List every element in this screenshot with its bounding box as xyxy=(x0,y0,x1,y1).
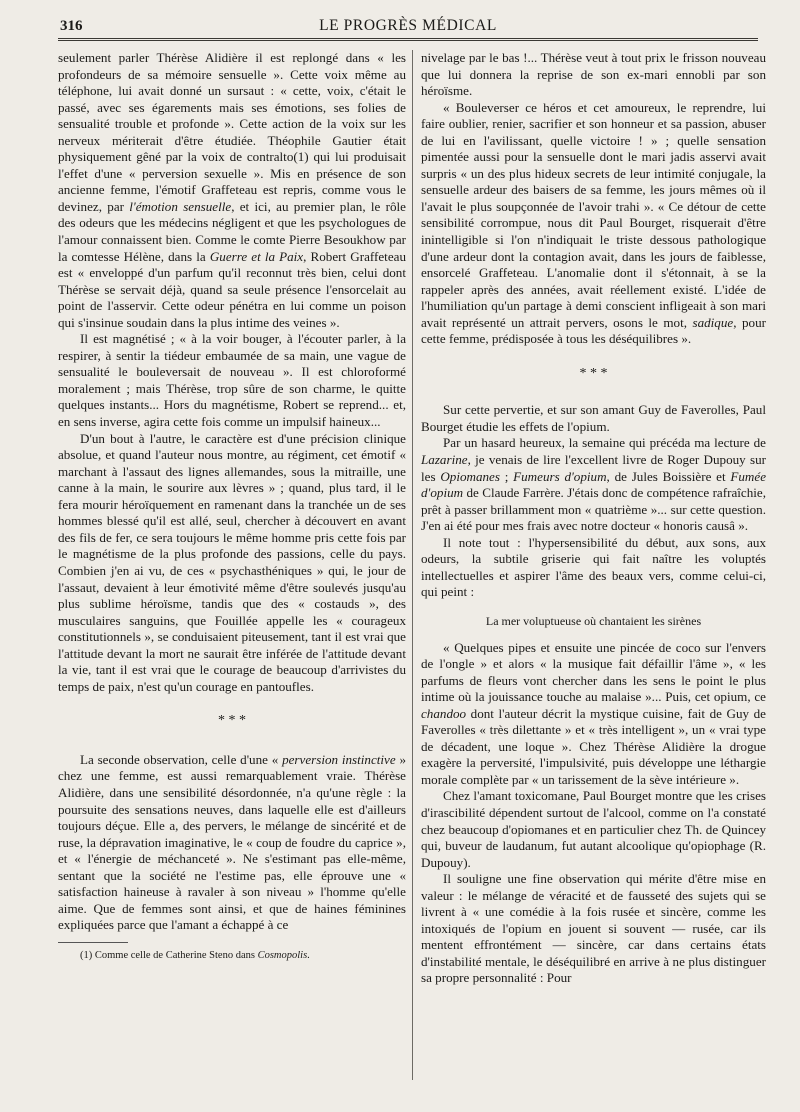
italic-title: Cosmopolis xyxy=(257,949,308,961)
paragraph xyxy=(58,752,406,934)
text-run: Par un hasard heureux, la semaine qui précéda ma lecture de xyxy=(443,435,766,451)
right-column xyxy=(421,50,766,987)
text-run: « Quelques pipes et ensuite une pincée de coco sur l'envers de l'ongle » et alors « la musique fait défaillir l'âme », « les parfums de fleurs vont chercher dans les sens le point le plus intime où la jouissance touche au malaise »... Puis, cet opium, ce xyxy=(421,639,766,705)
italic-title: Opiomanes xyxy=(440,468,500,484)
page-number: 316 xyxy=(60,18,83,34)
paragraph xyxy=(421,640,766,789)
paragraph: Il note tout : l'hypersensibilité du début, aux sons, aux odeurs, la subtile griserie qui fait naître les voluptés intellectuelles et aspirer l'âme des beaux vers, comme celui-ci, qui peint : xyxy=(421,534,766,600)
section-separator: * * * xyxy=(218,713,246,729)
footnote-rule xyxy=(58,942,128,943)
text-run: dont l'auteur décrit la mystique cuisine, fait de Guy de Faverolles « très dilettante » et « très intelligent », un « vrai type de décadent, une loque ». Chez Thérèse Alidière la drogue exagère la perversité, l'impulsivité, puis développe une léthargie morale complète par « un tarissement de la sève intérieure ». xyxy=(421,705,766,787)
journal-title: LE PROGRÈS MÉDICAL xyxy=(319,17,497,34)
text-run: , Robert Graffeteau est « enveloppé d'un parfum qu'il reconnut très bien, celui dont Thérèse se servait déjà, quand sa seule présence l'ensorcelait au point de l'asservir. Cette odeur pénétra en lui comme un poison qui s'insinue soudain dans la plus intime des veines ». xyxy=(58,248,406,330)
text-run: . xyxy=(307,949,310,961)
text-run: seulement parler Thérèse Alidière il est replongé dans « les profondeurs de sa mémoire sensuelle ». Cette voix même au téléphone, lui avait donné un sursaut : « cette, voix, c'était le passé, avec ses égarements mais ses émotions, ses folies de sensualité trouble et profonde ». Cette action de la voix sur les nerveux mériterait d'être étudiée. Théophile Gautier était physiquement gêné par la voix de contralto(1) qui lui produisait l'effet d'une « perversion sexuelle ». Mis en présence de son ancienne femme, l'émotif Graffeteau est repris, comme vous le devinez, par xyxy=(58,50,406,214)
footnote xyxy=(58,949,406,962)
column-divider xyxy=(412,50,413,1080)
left-column xyxy=(58,50,406,962)
paragraph xyxy=(421,100,766,348)
text-run: de Claude Farrère. J'étais donc de compétence rafraîchie, prêt à passer brillamment mon « quatrième »... sur cette question. J'en ai été pour mes frais avec notre docteur « honoris causâ ». xyxy=(421,485,766,534)
text-run: , pour cette femme, prédisposée à tous les déséquilibres ». xyxy=(421,314,766,347)
text-run: , je venais de lire l'excellent livre de Roger Dupouy sur les xyxy=(421,452,766,484)
text-run: » chez une femme, est aussi remarquablement vraie. Thérèse Alidière, dans une sensibilité désordonnée, n'a qu'une règle : la poursuite des sensations neuves, dans laquelle elle est d'ailleurs toujours déçue. Elle a, des pervers, le mélange de sincérité et de ruse, la dépravation imaginative, le « coup de foudre du caprice », et « l'énergie de méchanceté ». Ne s'estimant pas elle-même, sentant que la société ne l'estime pas, elle éprouve une « satisfaction haineuse à ravaler à son niveau » l'homme qu'elle aime. Que de femmes sont ainsi, et que de haines féminines expliquées parce que l'amant a échappé à ce xyxy=(58,751,406,933)
italic-title: Lazarine xyxy=(421,452,468,468)
header-rule xyxy=(58,38,758,41)
italic-text: chandoo xyxy=(421,705,467,721)
italic-title: Guerre et la Paix xyxy=(209,248,304,264)
text-run: , de Jules Boissière et xyxy=(606,468,731,484)
paragraph: D'un bout à l'autre, le caractère est d'une précision clinique absolue, et quand l'auteur nous montre, au régiment, cet émotif « marchant à l'assaut des lignes allemandes, sous la mitraille, une canne à la main, le sourire aux lèvres » ; quand, plus tard, il le fera mourir héroïquement en ramenant dans la tranchée un de ses hommes blessé qu'il est allé, seul, chercher à découvert en avant des fils de fer, ce sera toujours le même homme pris cette fois par le magnétisme de la plus profonde des passions, celle du pays. Combien j'en ai vu, de ces « psychasthéniques » qui, le jour de l'assaut, devaient à leur émotivité même d'être soulevés jusqu'au plus sublime héroïsme, tandis que des « costauds », des musculaires sanguins, que Fouillée appelle les « courageux constitutionnels », se conduisaient piteusement, tant il est vrai que l'attitude devant la mort ne saurait être inférée de l'attitude devant la vie, tant il est vrai que le courage de beaucoup d'arrivistes du temps de paix, n'est qu'un courage en pantoufles. xyxy=(58,430,406,694)
paragraph: nivelage par le bas !... Thérèse veut à tout prix le frisson nouveau que lui donnera la reprise de son ex-mari ennobli par son héroïsme. xyxy=(421,50,766,99)
italic-text: perversion instinctive xyxy=(282,751,396,767)
paragraph xyxy=(421,435,766,534)
running-header xyxy=(58,14,758,38)
paragraph: Il souligne une fine observation qui mérite d'être mise en valeur : le mélange de véracité et de fausseté des sujets qui se livrent à « une comédie à la fois rusée et sincère, comme les intoxiqués de l'opium en jouent si souvent — rusée, car ils mentent effrontément — sincère, car dans certains états d'instabilité mentale, le déséquilibré en arrive à ne plus distinguer sa propre personnalité : Pour xyxy=(421,871,766,986)
quoted-verse: La mer voluptueuse où chantaient les sirènes xyxy=(485,613,702,628)
italic-title: Fumeurs d'opium xyxy=(513,468,607,484)
italic-title: Fumée d'opium xyxy=(421,468,766,501)
paragraph xyxy=(58,50,406,331)
text-run: La seconde observation, celle d'une « xyxy=(80,751,283,767)
section-separator: * * * xyxy=(579,365,608,381)
paragraph: Sur cette pervertie, et sur son amant Guy de Faverolles, Paul Bourget étudie les effets de l'opium. xyxy=(421,402,766,434)
text-run: , et ici, au premier plan, le rôle des odeurs que les médecins négligent et que les psychologues de l'amour connaissent bien. Comme le comte Pierre Besoukhow par la comtesse Hélène, dans la xyxy=(58,198,406,264)
text-run: (1) Comme celle de Catherine Steno dans xyxy=(80,949,258,961)
italic-text: sadique xyxy=(692,314,734,330)
text-run: « Bouleverser ce héros et cet amoureux, le reprendre, lui faire oublier, renier, sacrifier et son honneur et sa passion, abuser de lui en l'avilissant, quelle victoire ! » ; quelle sensation pimentée aussi pour la sensuelle dont le mari jadis asservi avait surpris « un des plus hideux secrets de leur intimité conjugale, la sensuelle ardeur des baisers de sa femme, les jours mêmes où il l'avait le plus soupçonnée de l'avoir trahi ». « Ce détour de cette sensibilité corrompue, nous dit Paul Bourget, risquerait d'être inintelligible si l'on n'indiquait le triste dessous pathologique d'une ardeur dont la contagion avait, dans les jours de faiblesse, ensorcelé Graffeteau. L'anomalie dont il s'étonnait, à se la rappeler après des années, avait réellement existé. L'idée de l'humiliation qu'un partage à demi conscient infligeait à son mari avait représenté un attrait pervers, osons le mot, xyxy=(421,99,766,330)
paragraph: Chez l'amant toxicomane, Paul Bourget montre que les crises d'irascibilité dépendent surtout de l'alcool, comme on l'a constaté chez beaucoup d'opiomanes et en particulier chez Th. de Quincey qui, buveur de laudanum, fut autant alcoolique qu'opiophage (R. Dupouy). xyxy=(421,788,766,870)
paragraph: Il est magnétisé ; « à la voir bouger, à l'écouter parler, à la respirer, à sentir la tiédeur embaumée de sa main, une vague de sensualité le bouleversait de nouveau ». Il est chloroformé moralement ; mais Thérèse, trop sûre de son charme, le quitte quelques instants... Hors du magnétisme, Robert se reprend... et, en sens inverse, agira cette fois comme un impulsif haineux... xyxy=(58,331,406,430)
italic-text: l'émotion sensuelle xyxy=(129,198,232,214)
text-run: ; xyxy=(499,468,514,484)
